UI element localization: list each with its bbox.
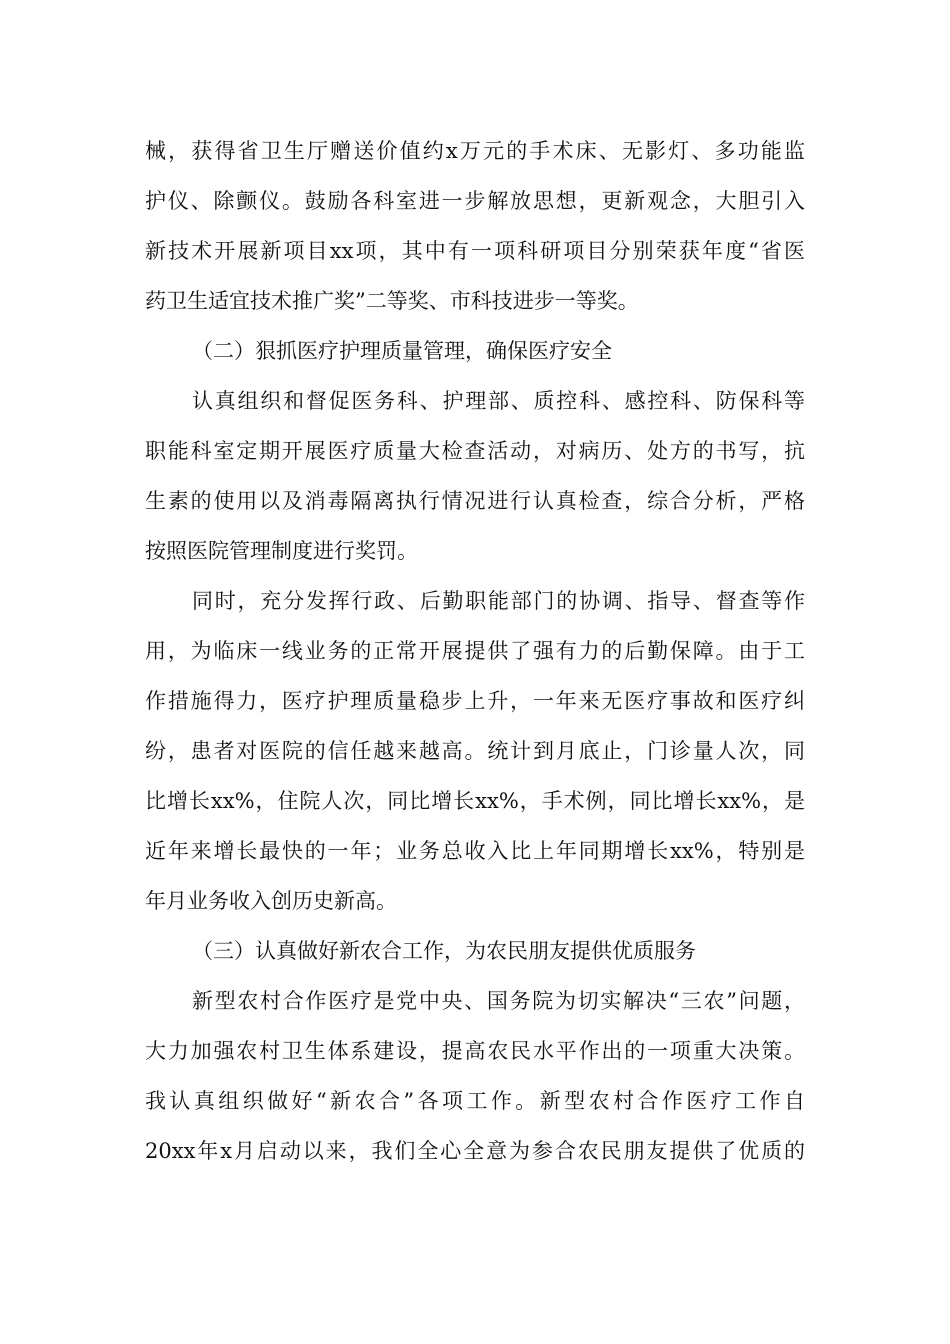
section-heading: （二）狠抓医疗护理质量管理，确保医疗安全 [192,339,612,363]
section-heading: （三）认真做好新农合工作，为农民朋友提供优质服务 [192,939,696,963]
text-line: 比增长xx%，住院人次，同比增长xx%，手术例，同比增长xx%，是 [145,789,805,813]
text-line: 同时，充分发挥行政、后勤职能部门的协调、指导、督查等作 [192,589,805,613]
text-line: 纷，患者对医院的信任越来越高。统计到月底止，门诊量人次，同 [145,739,805,763]
text-line: 用，为临床一线业务的正常开展提供了强有力的后勤保障。由于工 [145,639,805,663]
text-line: 新型农村合作医疗是党中央、国务院为切实解决“三农”问题， [192,989,805,1013]
text-line: 我认真组织做好“新农合”各项工作。新型农村合作医疗工作自 [145,1089,805,1113]
text-line: 新技术开展新项目xx项，其中有一项科研项目分别荣获年度“省医 [145,239,805,263]
text-line: 大力加强农村卫生体系建设，提高农民水平作出的一项重大决策。 [145,1039,805,1063]
text-line: 护仪、除颤仪。鼓励各科室进一步解放思想，更新观念，大胆引入 [145,189,805,213]
text-line: 认真组织和督促医务科、护理部、质控科、感控科、防保科等 [192,389,805,413]
text-line: 生素的使用以及消毒隔离执行情况进行认真检查，综合分析，严格 [145,489,805,513]
text-line: 20xx年x月启动以来，我们全心全意为参合农民朋友提供了优质的 [145,1139,805,1163]
text-line: 械，获得省卫生厅赠送价值约x万元的手术床、无影灯、多功能监 [145,139,805,163]
text-line: 药卫生适宜技术推广奖”二等奖、市科技进步一等奖。 [145,289,639,313]
text-line: 作措施得力，医疗护理质量稳步上升，一年来无医疗事故和医疗纠 [145,689,805,713]
text-line: 近年来增长最快的一年；业务总收入比上年同期增长xx%，特别是 [145,839,805,863]
text-line: 职能科室定期开展医疗质量大检查活动，对病历、处方的书写，抗 [145,439,805,463]
text-line: 按照医院管理制度进行奖罚。 [145,539,418,563]
text-line: 年月业务收入创历史新高。 [145,889,397,913]
